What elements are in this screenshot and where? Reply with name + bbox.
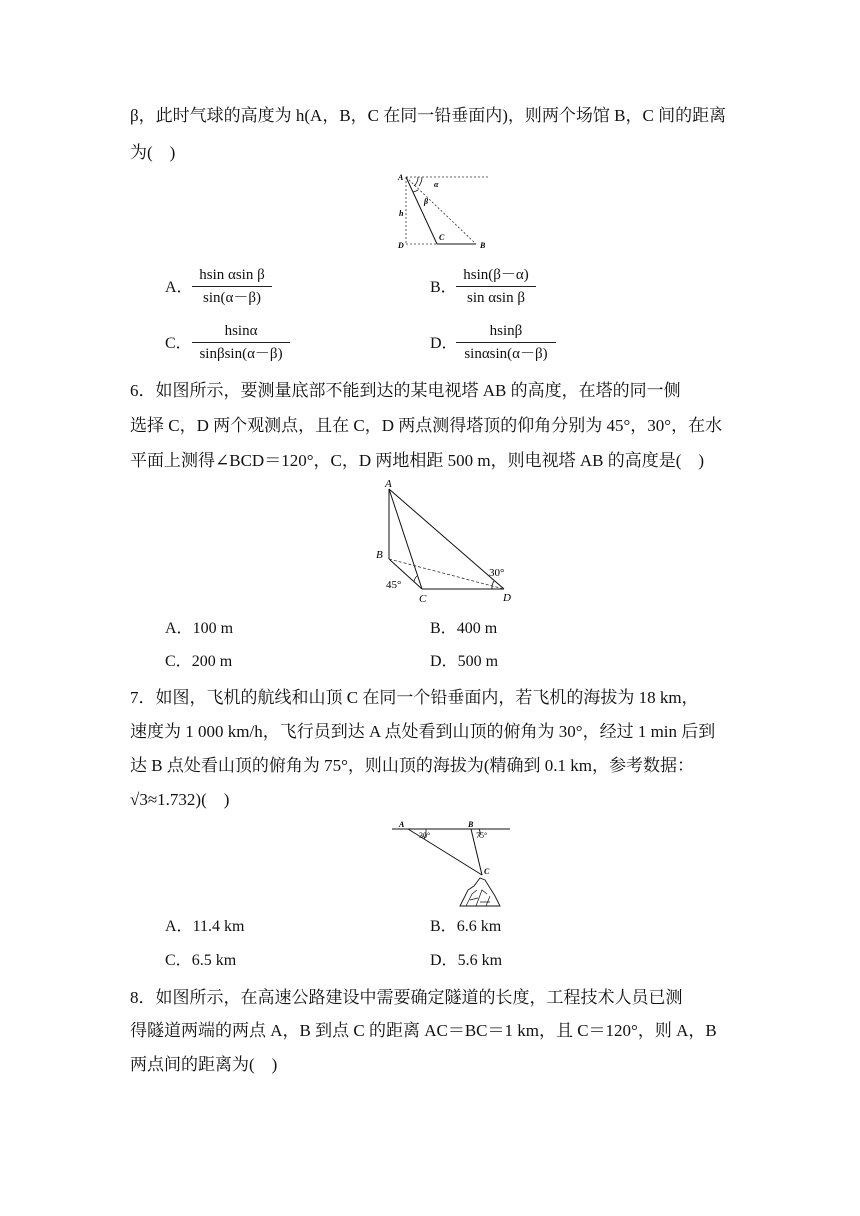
- q6-option-d: [430, 652, 498, 672]
- q7-option-a: [165, 917, 244, 937]
- q6-text-line1: 6．如图所示，要测量底部不能到达的某电视塔 AB 的高度，在塔的同一侧: [130, 381, 681, 400]
- q5-option-d-fraction: [456, 322, 556, 363]
- q6-fig-label-C: C: [419, 593, 427, 605]
- q6-fig-label-angle30: 30°: [489, 567, 505, 579]
- q6-option-c-text: 200 m: [191, 653, 233, 670]
- q7-fig-label-B: B: [468, 820, 474, 829]
- q6-option-a: [165, 619, 233, 639]
- q5-fig-label-h: h: [399, 209, 404, 218]
- fraction-bar: [456, 342, 556, 343]
- q6-option-c: [165, 652, 232, 672]
- q7-option-d-letter: D．: [430, 952, 458, 969]
- q7-option-a-letter: A．: [165, 918, 193, 935]
- q6-text-line3: 平面上测得∠BCD＝120°，C，D 两地相距 500 m，则电视塔 AB 的高度是( ): [130, 451, 705, 470]
- q8-text-line3: 两点间的距离为( ): [130, 1055, 278, 1074]
- q5-option-a-numerator: hsin αsin β: [199, 267, 265, 283]
- q5-option-c-letter: C．: [165, 335, 192, 352]
- fraction-bar: [192, 286, 272, 287]
- q7-option-b-text: 6.6 km: [456, 918, 502, 935]
- q5-fig-label-A: A: [398, 173, 404, 182]
- q8-text-line2: 得隧道两端的两点 A，B 到点 C 的距离 AC＝BC＝1 km，且 C＝120°，则 A，B: [130, 1021, 717, 1040]
- q5-option-d-letter: D．: [430, 335, 458, 352]
- q6-figure: [372, 476, 522, 606]
- q6-fig-label-B: B: [376, 549, 383, 561]
- q7-fig-label-C: C: [484, 867, 490, 876]
- q5-option-a-fraction: [192, 266, 272, 307]
- q7-text-line1: 7．如图，飞机的航线和山顶 C 在同一个铅垂面内，若飞机的海拔为 18 km，: [130, 688, 699, 707]
- q5-option-d-denominator: sinαsin(α－β): [464, 346, 548, 362]
- q5-option-a-denominator: sin(α－β): [203, 290, 261, 306]
- q7-option-b: [430, 917, 501, 937]
- q8-text-line1: 8．如图所示，在高速公路建设中需要确定隧道的长度，工程技术人员已测: [130, 988, 683, 1007]
- q6-option-b-letter: B．: [430, 620, 457, 637]
- q7-fig-label-angle75: 75°: [476, 831, 488, 840]
- q7-text-line3: 达 B 点处看山顶的俯角为 75°，则山顶的海拔为(精确到 0.1 km，参考数据：: [130, 756, 695, 775]
- q5-text-line2: 为( ): [130, 143, 176, 162]
- q5-figure: [392, 170, 494, 252]
- q7-option-c-text: 6.5 km: [191, 952, 237, 969]
- q5-fig-label-B: B: [480, 241, 486, 250]
- q6-option-d-letter: D．: [430, 653, 458, 670]
- q7-text-line2: 速度为 1 000 km/h，飞行员到达 A 点处看到山顶的俯角为 30°，经过 1 min 后到: [130, 722, 716, 741]
- q7-option-c: [165, 951, 236, 971]
- q5-option-b-fraction: [456, 266, 536, 307]
- q5-option-c-numerator: hsinα: [224, 323, 258, 339]
- q5-fig-label-alpha: α: [434, 180, 439, 189]
- q6-text-line2: 选择 C，D 两个观测点，且在 C，D 两点测得塔顶的仰角分别为 45°，30°，在水: [130, 416, 723, 435]
- q7-option-a-text: 11.4 km: [192, 918, 245, 935]
- q5-option-d-numerator: hsinβ: [489, 323, 523, 339]
- q7-figure: [390, 818, 520, 910]
- fraction-bar: [456, 286, 536, 287]
- q7-fig-label-angle30: 30°: [419, 831, 431, 840]
- q5-option-b-letter: B．: [430, 279, 457, 296]
- q6-fig-label-angle45: 45°: [386, 579, 402, 591]
- fraction-bar: [192, 342, 290, 343]
- q5-option-b-denominator: sin αsin β: [466, 290, 525, 306]
- q5-option-c-denominator: sinβsin(α－β): [199, 346, 283, 362]
- q7-option-b-letter: B．: [430, 918, 457, 935]
- q5-fig-label-D: D: [398, 241, 404, 250]
- q5-fig-label-C: C: [439, 233, 445, 242]
- q6-option-a-letter: A．: [165, 620, 193, 637]
- q6-option-d-text: 500 m: [457, 653, 499, 670]
- q6-option-c-letter: C．: [165, 653, 192, 670]
- q5-option-c-fraction: [192, 322, 290, 363]
- q7-option-c-letter: C．: [165, 952, 192, 969]
- q6-option-a-text: 100 m: [192, 620, 234, 637]
- q6-option-b: [430, 619, 497, 639]
- q7-fig-label-A: A: [399, 820, 405, 829]
- q5-option-a-letter: A．: [165, 279, 193, 296]
- q7-option-d-text: 5.6 km: [457, 952, 503, 969]
- q5-option-b-numerator: hsin(β－α): [463, 267, 529, 283]
- q5-text-line1: β，此时气球的高度为 h(A，B，C 在同一铅垂面内)，则两个场馆 B，C 间的距离: [130, 106, 727, 125]
- q7-option-d: [430, 951, 502, 971]
- q6-option-b-text: 400 m: [456, 620, 498, 637]
- q6-fig-label-A: A: [385, 478, 392, 490]
- q7-text-line4: √3≈1.732)( ): [130, 790, 230, 809]
- q6-fig-label-D: D: [503, 592, 511, 604]
- q5-fig-label-beta: β: [424, 197, 429, 206]
